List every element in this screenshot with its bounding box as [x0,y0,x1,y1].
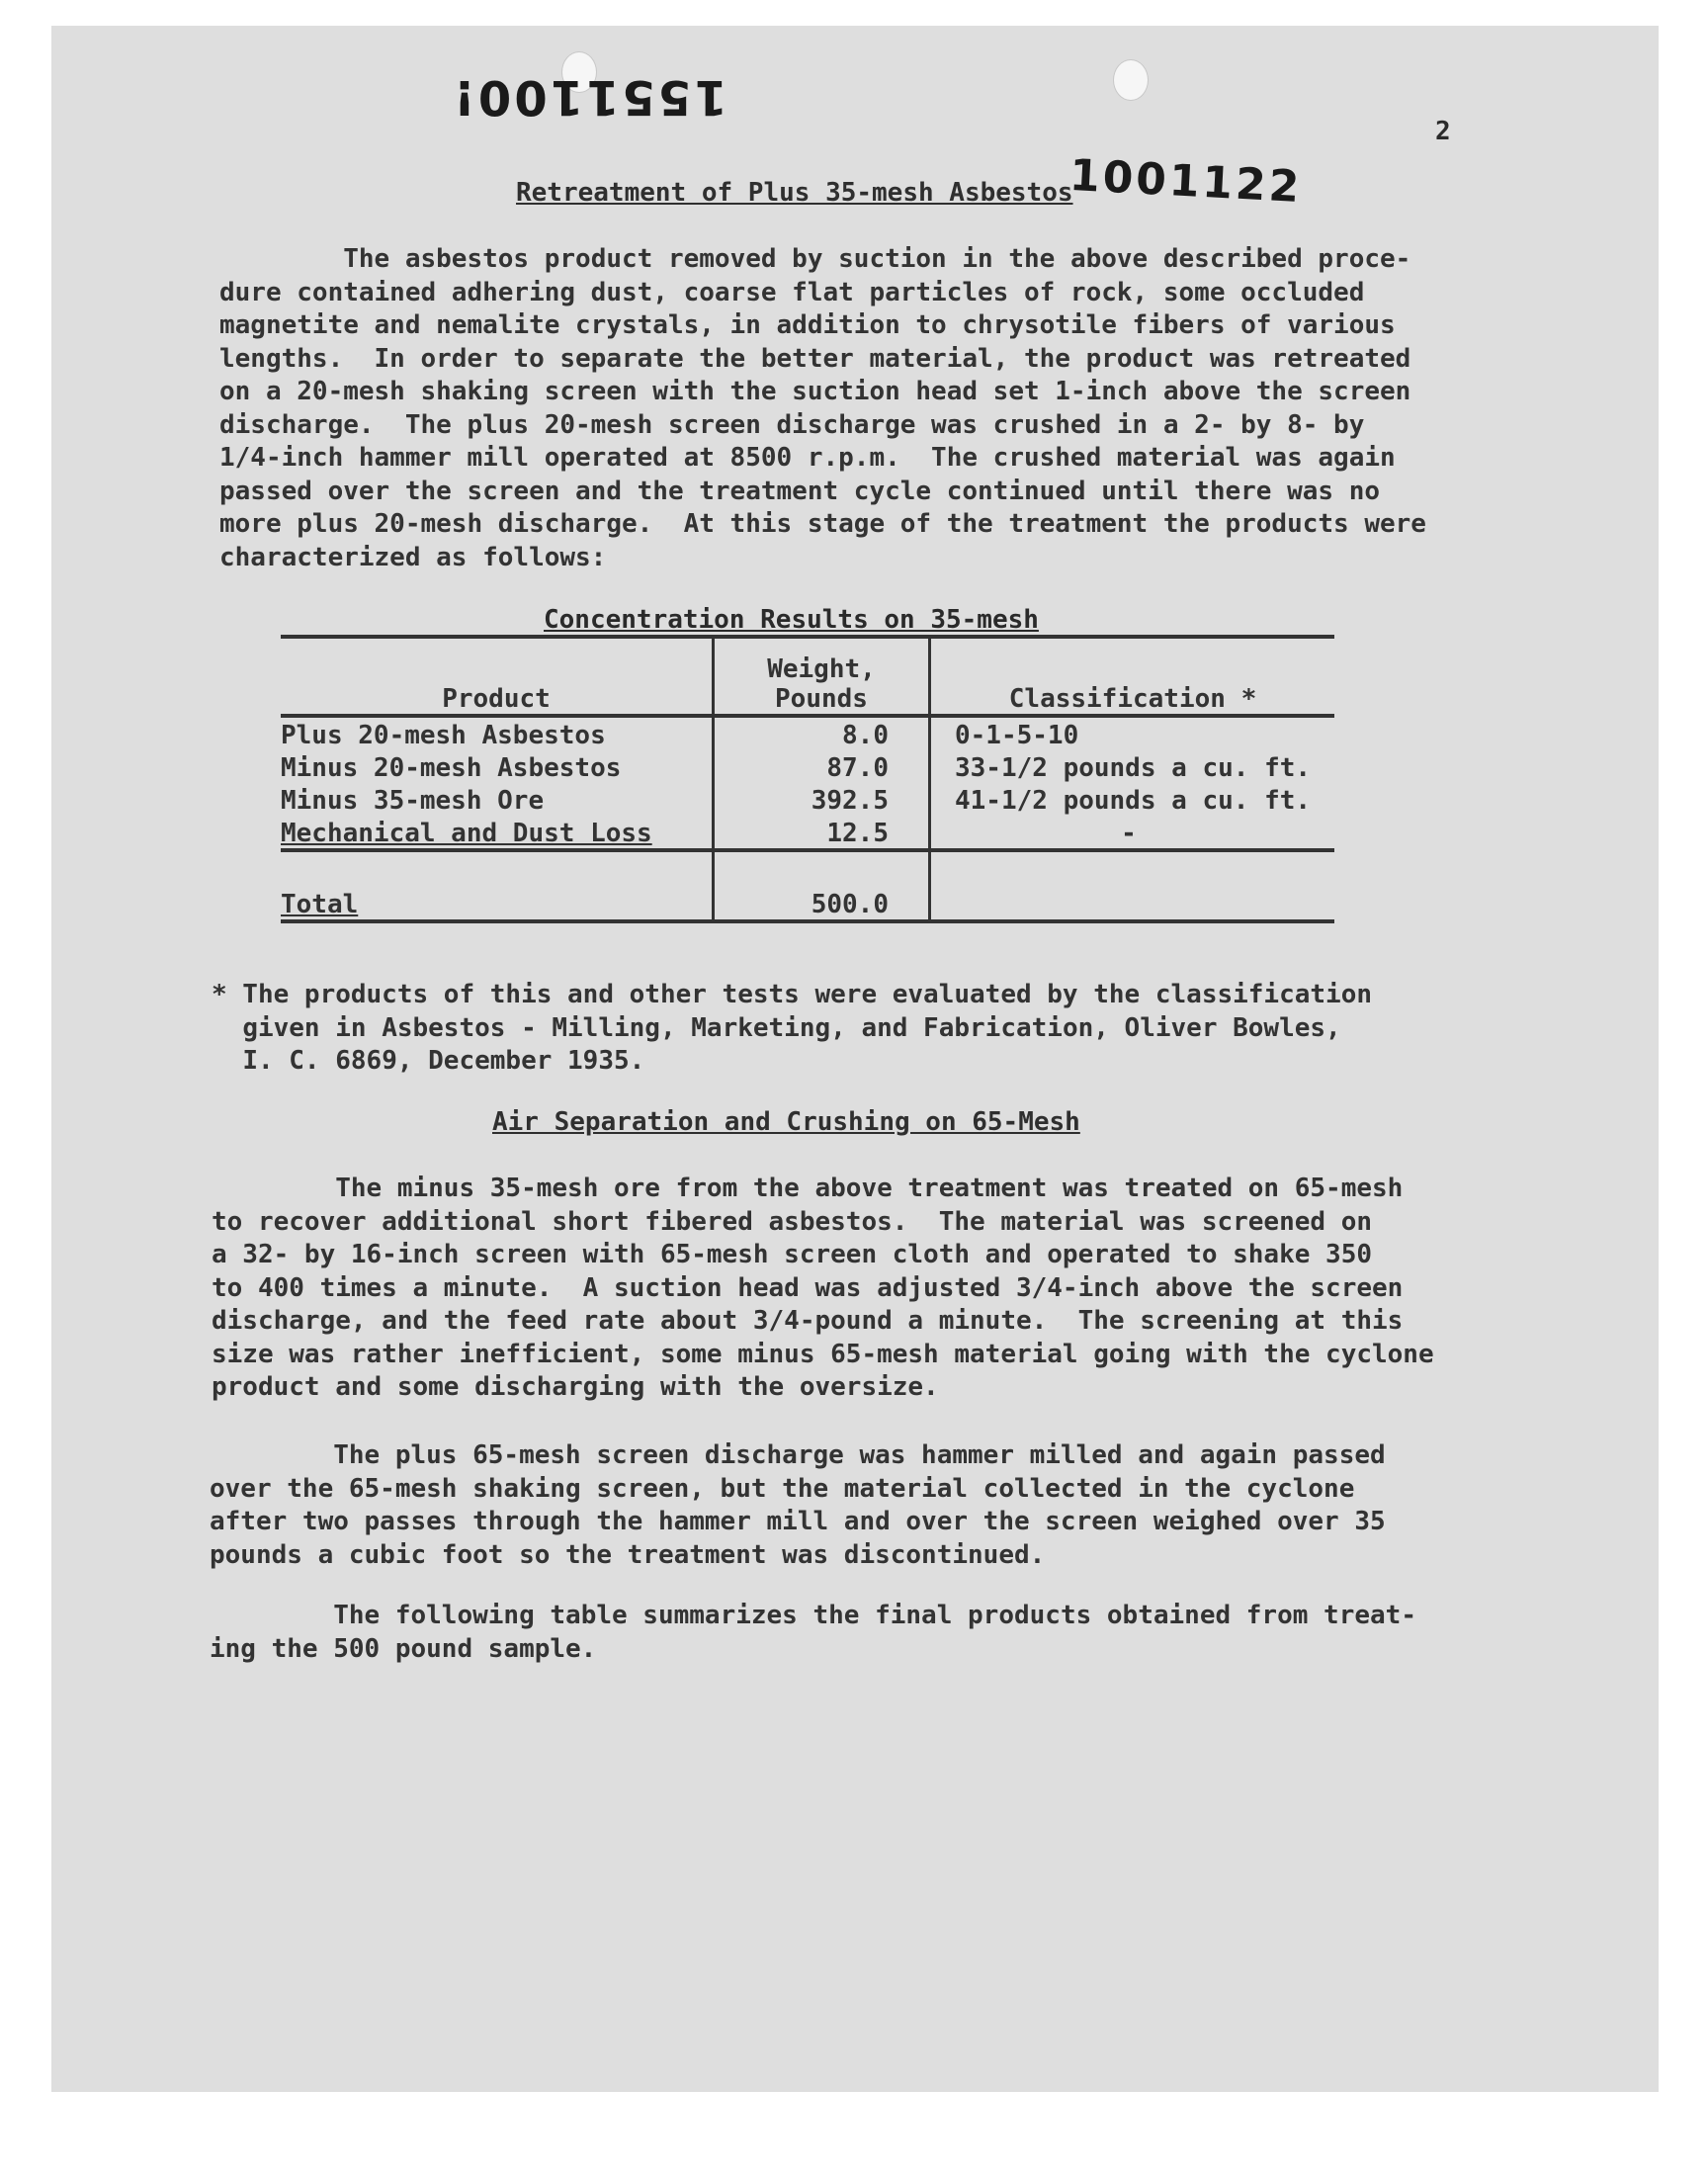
cell-product: Plus 20-mesh Asbestos [281,721,606,750]
header-weight-line1: Weight, [767,654,876,684]
cell-weight: 8.0 [714,716,930,750]
header-weight [714,637,930,716]
cell-classification: - [930,816,1335,850]
cell-product-text: Mechanical and Dust Loss [281,819,652,848]
header-classification: Classification * [930,637,1335,716]
table-row [281,750,1334,783]
cell-total-classification [930,850,1335,921]
cell-weight: 12.5 [714,816,930,850]
table-title: Concentration Results on 35-mesh [544,605,1039,635]
stamp-number-top-left: 1551100! [451,69,727,125]
table-total-row [281,850,1334,921]
table-header-row [281,637,1334,716]
punch-hole-right [1113,59,1149,101]
page-number: 2 [1435,117,1451,146]
cell-classification: 0-1-5-10 [955,721,1079,750]
cell-classification: 33-1/2 pounds a cu. ft. [955,753,1312,783]
cell-weight: 87.0 [714,750,930,783]
cell-classification: 41-1/2 pounds a cu. ft. [955,786,1312,816]
table-row [281,783,1334,816]
section-heading-retreatment: Retreatment of Plus 35-mesh Asbestos [516,178,1073,208]
paragraph-summary: The following table summarizes the final products obtained from treat- ing the 500 pound sample. [210,1601,1416,1664]
paragraph-retreatment: The asbestos product removed by suction in the above described proce- dure contained adhering dust, coarse flat particles of rock, some occluded magnetite and nemalite crystals, in addition to chrysotile fibers of various lengths. In order to separate the better material, the product was retreated on a 20-mesh shaking screen with the suction head set 1-inch above the screen discharge. The plus 20-mesh screen discharge was crushed in a 2- by 8- by 1/4-inch hammer mill operated at 8500 r.p.m. The crushed material was again passed over the screen and the treatment cycle continued until there was no more plus 20-mesh discharge. At this stage of the treatment the products were characterized as follows: [219,244,1426,572]
cell-total-weight: 500.0 [714,850,930,921]
table-row [281,816,1334,850]
section-heading-air-separation: Air Separation and Crushing on 65-Mesh [492,1107,1080,1137]
cell-weight: 392.5 [714,783,930,816]
total-label-text: Total [281,890,359,919]
concentration-results-table [281,635,1334,923]
stamp-number-top-right: 1001122 [1068,149,1304,214]
paragraph-air-separation-1: The minus 35-mesh ore from the above treatment was treated on 65-mesh to recover additional short fibered asbestos. The material was screened on a 32- by 16-inch screen with 65-mesh screen cloth and operated to shake 350 to 400 times a minute. A suction head was adjusted 3/4-inch above the screen discharge, and the feed rate about 3/4-pound a minute. The screening at this size was rather inefficient, some minus 65-mesh material going with the cyclone product and some discharging with the oversize. [212,1174,1434,1402]
table-footnote: * The products of this and other tests were evaluated by the classification given in Asbestos - Milling, Marketing, and Fabrication, Oliver Bowles, I. C. 6869, December 1935. [212,980,1372,1076]
header-weight-line2: Pounds [775,684,868,714]
header-product: Product [281,637,714,716]
table-row [281,716,1334,750]
cell-product [281,816,714,850]
cell-product: Minus 20-mesh Asbestos [281,753,622,783]
cell-total-label [281,850,714,921]
cell-product: Minus 35-mesh Ore [281,786,545,816]
paragraph-air-separation-2: The plus 65-mesh screen discharge was hammer milled and again passed over the 65-mesh shaking screen, but the material collected in the cyclone after two passes through the hammer mill and over the screen weighed over 35 pounds a cubic foot so the treatment was discontinued. [210,1440,1386,1570]
